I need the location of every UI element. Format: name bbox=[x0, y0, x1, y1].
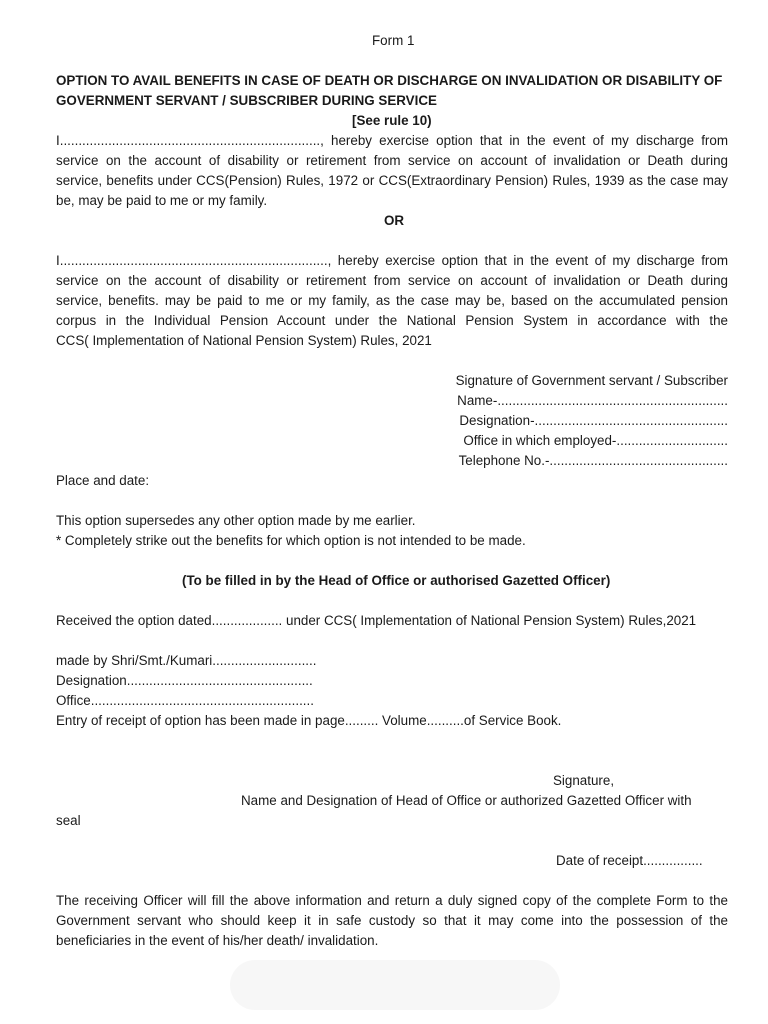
rule-reference: [See rule 10) bbox=[352, 113, 432, 128]
option-two-paragraph bbox=[56, 251, 728, 351]
option-two-line: service on the account of disability or retirement from service on account of invalidation or Death during bbox=[56, 273, 728, 288]
option-one-line: service, benefits under CCS(Pension) Rules, 1972 or CCS(Extraordinary Pension) Rules, 1939 as the case may bbox=[56, 173, 728, 188]
subscriber-telephone-field: Telephone No.-................................................ bbox=[458, 453, 728, 468]
office-field: Office............................................................ bbox=[56, 693, 314, 708]
form-number: Form 1 bbox=[372, 33, 415, 48]
officer-signature-label: Signature, bbox=[553, 773, 615, 788]
received-option-line: Received the option dated................... under CCS( Implementation of National Pension System) Rules,2021 bbox=[56, 613, 697, 628]
scan-smudge bbox=[230, 960, 560, 1010]
form-heading-line2: GOVERNMENT SERVANT / SUBSCRIBER DURING SERVICE bbox=[56, 93, 437, 108]
subscriber-signature-label: Signature of Government servant / Subscriber bbox=[455, 373, 728, 388]
subscriber-office-field: Office in which employed-.............................. bbox=[463, 433, 728, 448]
made-by-field: made by Shri/Smt./Kumari............................ bbox=[56, 653, 317, 668]
closing-line: Government servant who should keep it in safe custody so that it may come into the possession of the bbox=[56, 913, 728, 928]
officer-name-designation: Name and Designation of Head of Office or authorized Gazetted Officer with bbox=[241, 793, 692, 808]
or-separator: OR bbox=[384, 213, 405, 228]
closing-line: beneficiaries in the event of his/her death/ invalidation. bbox=[56, 933, 379, 948]
option-two-line: corpus in the Individual Pension Account under the National Pension System in accordance with the bbox=[56, 313, 728, 328]
head-of-office-heading: (To be filled in by the Head of Office or authorised Gazetted Officer) bbox=[182, 573, 611, 588]
entry-of-receipt-line: Entry of receipt of option has been made in page......... Volume..........of Service Book. bbox=[56, 713, 562, 728]
supersedes-note: This option supersedes any other option made by me earlier. bbox=[56, 513, 416, 528]
option-two-line: CCS( Implementation of National Pension System) Rules, 2021 bbox=[56, 333, 432, 348]
option-two-line: service, benefits. may be paid to me or my family, as the case may be, based on the accumulated pension bbox=[56, 293, 728, 308]
closing-line: The receiving Officer will fill the above information and return a duly signed copy of the complete Form to the bbox=[56, 893, 728, 908]
option-one-line: service on the account of disability or retirement from service on account of invalidation or Death during bbox=[56, 153, 728, 168]
subscriber-designation-field: Designation-.................................................... bbox=[459, 413, 728, 428]
designation-field: Designation.................................................. bbox=[56, 673, 313, 688]
date-of-receipt-field: Date of receipt................ bbox=[556, 853, 703, 868]
place-and-date: Place and date: bbox=[56, 473, 150, 488]
closing-paragraph bbox=[56, 891, 728, 951]
option-one-paragraph bbox=[56, 131, 728, 211]
option-two-line: I........................................................................, hereby exercise option that in the event of my discharge from bbox=[56, 253, 728, 268]
option-one-line: I......................................................................, hereby exercise option that in the event of my discharge from bbox=[56, 133, 728, 148]
form-heading-line1: OPTION TO AVAIL BENEFITS IN CASE OF DEATH OR DISCHARGE ON INVALIDATION OR DISABILITY OF bbox=[56, 73, 723, 88]
subscriber-name-field: Name-.............................................................. bbox=[457, 393, 728, 408]
officer-seal-label: seal bbox=[56, 813, 81, 828]
strike-out-note: * Completely strike out the benefits for which option is not intended to be made. bbox=[56, 533, 526, 548]
option-one-line: be, may be paid to me or my family. bbox=[56, 193, 268, 208]
